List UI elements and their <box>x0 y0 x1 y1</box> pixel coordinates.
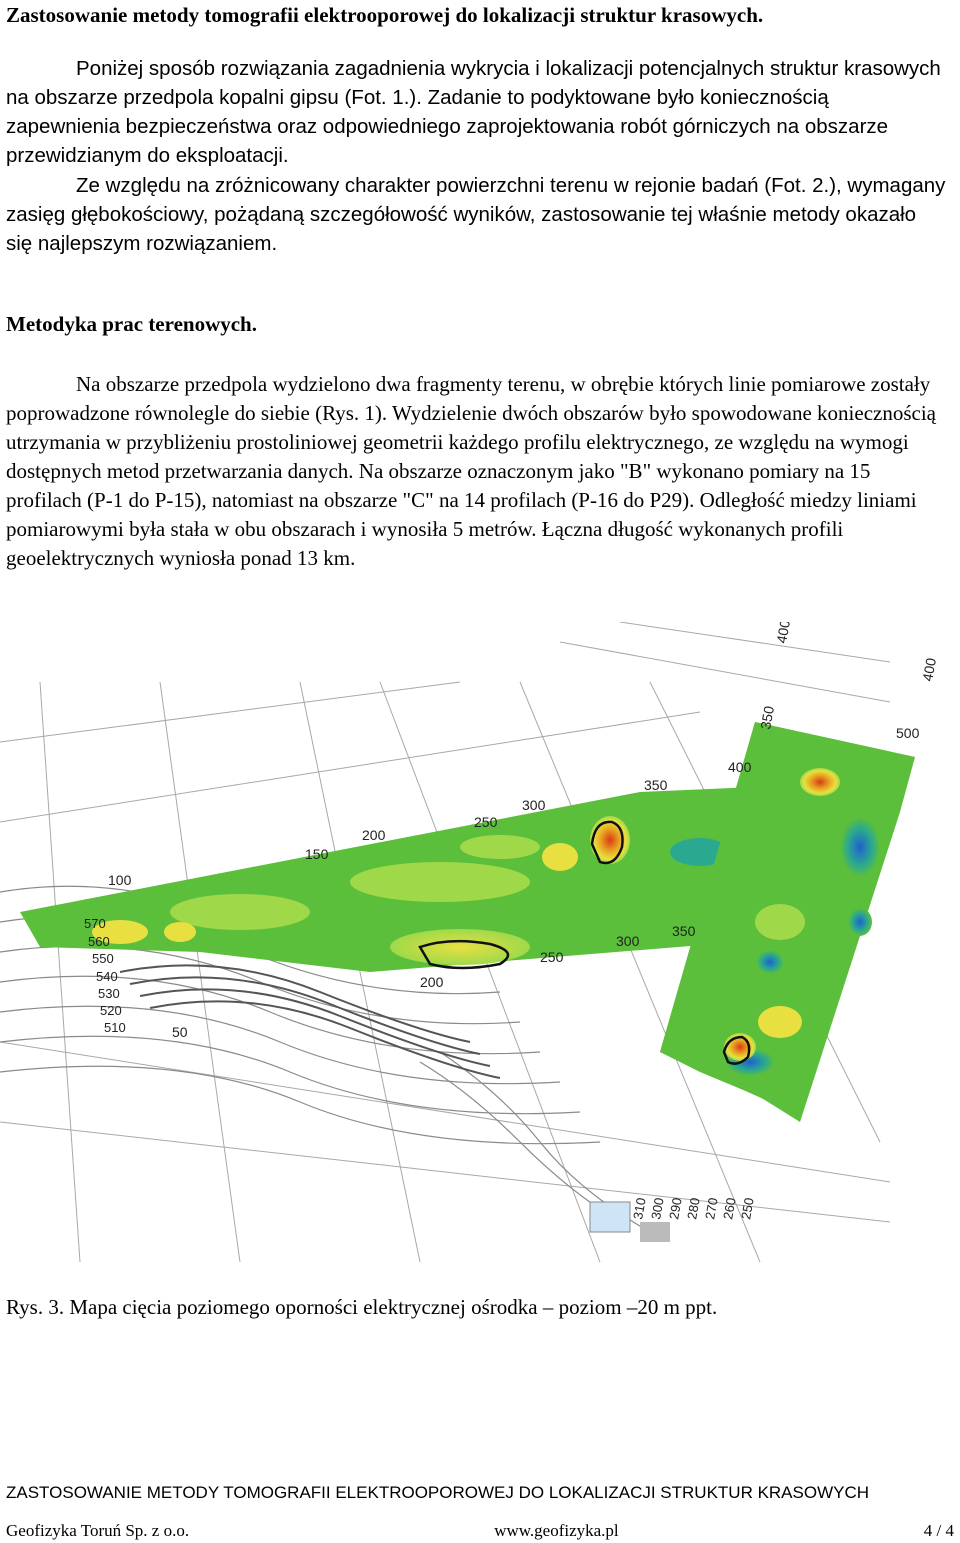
strip-c-hotspot <box>800 768 840 796</box>
page-footer <box>6 1521 954 1541</box>
distance-label: 350 <box>757 704 778 731</box>
strip-b-light-zone <box>350 862 530 902</box>
strip-b-light-zone <box>460 835 540 859</box>
running-title: ZASTOSOWANIE METODY TOMOGRAFII ELEKTROOPOROWEJ DO LOKALIZACJI STRUKTUR KRASOWYCH <box>6 1483 870 1502</box>
contour-label: 520 <box>100 1003 122 1018</box>
strip-c-light-zone <box>755 904 805 940</box>
distance-label: 300 <box>616 933 640 949</box>
distance-label: 400 <box>728 759 752 775</box>
distance-label: 400 <box>919 656 940 683</box>
distance-label: 200 <box>362 827 386 843</box>
paragraph-fieldwork <box>6 370 946 573</box>
distance-label: 350 <box>672 923 696 939</box>
paragraph-intro-text: Poniżej sposób rozwiązania zagadnienia wykrycia i lokalizacji potencjalnych struktur krasowych na obszarze przedpola kopalni gipsu (Fot. 1.). Zadanie to podyktowane było koniecznością zapewnienia bezpieczeństwa oraz odpowiedniego zaprojektowania robót górniczych na obszarze przewidzianym do eksploatacji. <box>6 57 941 167</box>
distance-label: 200 <box>420 974 444 990</box>
distance-label: 50 <box>172 1024 188 1040</box>
distance-label: 500 <box>896 725 920 741</box>
distance-label: 400 <box>773 622 794 645</box>
contour-label: 510 <box>104 1020 126 1035</box>
resistivity-map <box>0 622 960 1262</box>
section-heading: Metodyka prac terenowych. <box>6 312 257 336</box>
paragraph-intro <box>6 54 946 170</box>
strip-b-yellow-zone <box>164 922 196 942</box>
paragraph-method-choice-text: Ze względu na zróżnicowany charakter powierzchni terenu w rejonie badań (Fot. 2.), wymagany zasięg głębokościowy, pożądaną szczegółowość wyników, zastosowanie tej właśnie metody okazało się najlepszym rozwiązaniem. <box>6 174 946 255</box>
contour-label: 540 <box>96 969 118 984</box>
distance-label: 290 <box>666 1196 685 1221</box>
strip-c-low-resistivity <box>840 817 880 877</box>
strip-c-low-resistivity <box>848 908 872 936</box>
contour-label: 530 <box>98 986 120 1001</box>
distance-label: 150 <box>305 846 329 862</box>
strip-b-yellow-zone <box>390 929 530 965</box>
distance-label: 260 <box>720 1196 739 1221</box>
contour-label: 550 <box>92 951 114 966</box>
website-link[interactable]: www.geofizyka.pl <box>494 1521 619 1540</box>
distance-label: 100 <box>108 872 132 888</box>
strip-c-yellow-zone <box>758 1006 802 1038</box>
pond <box>590 1202 630 1232</box>
strip-b-hotspot <box>590 816 630 864</box>
building <box>640 1222 670 1242</box>
paragraph-fieldwork-text: Na obszarze przedpola wydzielono dwa fragmenty terenu, w obrębie których linie pomiarowe zostały poprowadzone równolegle do siebie (Rys. 1). Wydzielenie dwóch obszarów było spowodowane koniecznością utrzymania w przybliżeniu prostoliniowej geometrii każdego profilu elektrycznego, ze względu na wymogi dostępnych metod przetwarzania danych. Na obszarze oznaczonym jako "B" wykonano pomiary na 15 profilach (P-1 do P-15), natomiast na obszarze "C" na 14 profilach (P-16 do P29). Odległość miedzy liniami pomiarowymi była stała w obu obszarach i wynosiła 5 metrów. Łączna długość wykonanych profili geoelektrycznych wyniosła ponad 13 km. <box>6 372 936 570</box>
distance-label: 300 <box>648 1196 667 1221</box>
distance-label: 270 <box>702 1196 721 1221</box>
company-name: Geofizyka Toruń Sp. z o.o. <box>6 1521 190 1540</box>
distance-label: 310 <box>630 1196 649 1221</box>
contour-label: 570 <box>84 916 106 931</box>
distance-label: 250 <box>474 814 498 830</box>
strip-b-yellow-zone <box>542 843 578 871</box>
strip-c-low-resistivity <box>756 950 784 974</box>
figure-caption: Rys. 3. Mapa cięcia poziomego oporności elektrycznej ośrodka – poziom –20 m ppt. <box>6 1295 718 1319</box>
resistivity-map-figure <box>0 622 960 1262</box>
distance-label: 250 <box>738 1196 757 1221</box>
contour-label: 560 <box>88 934 110 949</box>
paragraph-method-choice <box>6 171 946 258</box>
distance-label: 280 <box>684 1196 703 1221</box>
distance-label: 250 <box>540 949 564 965</box>
distance-label: 350 <box>644 777 668 793</box>
page-number: 4 / 4 <box>923 1521 954 1540</box>
document-title: Zastosowanie metody tomografii elektrooporowej do lokalizacji struktur krasowych. <box>6 3 764 27</box>
distance-label: 300 <box>522 797 546 813</box>
strip-b-light-zone <box>170 894 310 930</box>
